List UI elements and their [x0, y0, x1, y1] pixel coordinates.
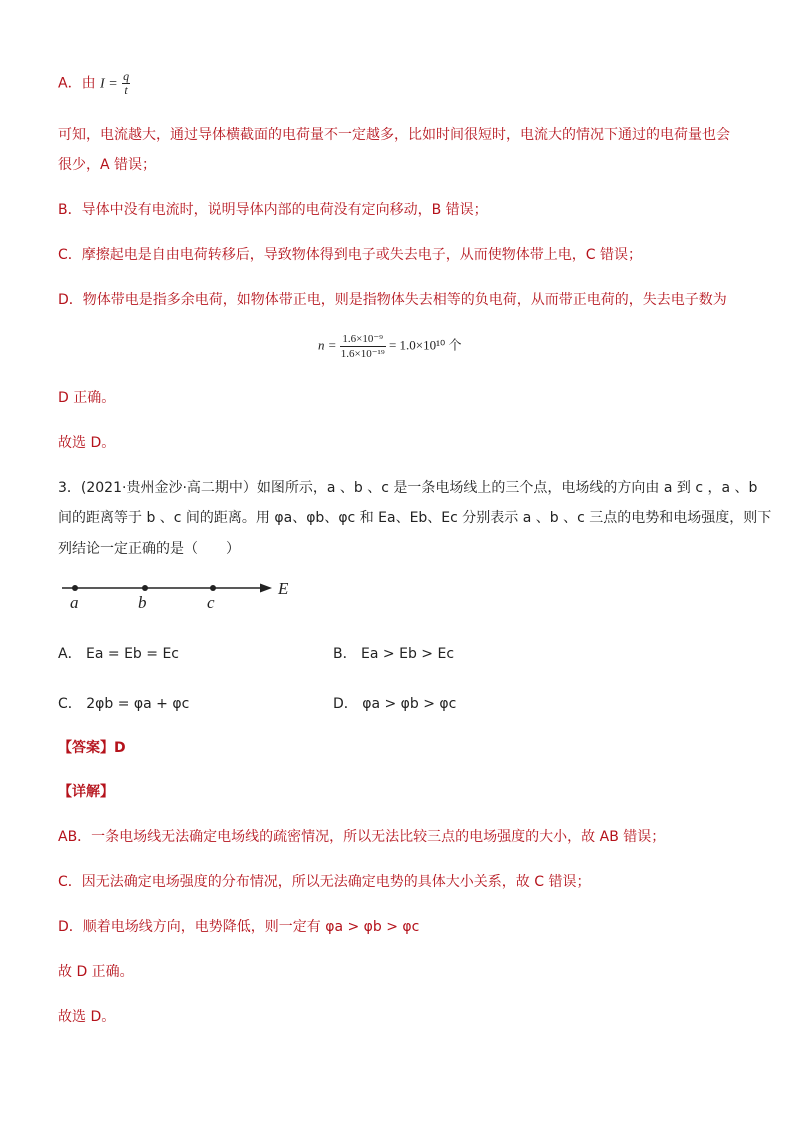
field-line-svg [60, 578, 300, 618]
detail-heading: 【详解】 [58, 784, 114, 800]
d-correct-text: D 正确。 [58, 390, 116, 406]
field-e-label: E [278, 579, 289, 598]
point-a-dot [72, 585, 78, 591]
option-c-explanation: C．摩擦起电是自由电荷转移后，导致物体得到电子或失去电子，从而使物体带上电，C 错误； [58, 247, 642, 263]
formula-denominator: t [124, 83, 128, 97]
field-arrow-icon [260, 584, 272, 593]
electron-count-equation [318, 332, 461, 361]
option-d: D． φa > φb > φc [333, 696, 457, 712]
option-a-explanation [58, 70, 130, 97]
question-3-line-3: 列结论一定正确的是（ ） [58, 541, 240, 557]
formula-lhs: I = [100, 76, 118, 92]
point-a-label: a [70, 593, 79, 612]
point-b-label: b [138, 593, 147, 612]
explanation-line-1: 可知，电流越大，通过导体横截面的电荷量不一定越多，比如时间很短时，电流大的情况下通过的电荷量也会 [58, 127, 730, 143]
point-c-label: c [207, 593, 215, 612]
detail-c: C．因无法确定电场强度的分布情况，所以无法确定电势的具体大小关系，故 C 错误； [58, 874, 591, 890]
electric-field-line-figure [60, 578, 300, 622]
option-b-explanation: B．导体中没有电流时，说明导体内部的电荷没有定向移动，B 错误； [58, 202, 488, 218]
point-c-dot [210, 585, 216, 591]
explanation-line-2: 很少，A 错误； [58, 157, 157, 173]
equation-numerator: 1.6×10⁻⁹ [340, 332, 386, 347]
detail-ab: AB．一条电场线无法确定电场线的疏密情况，所以无法比较三点的电场强度的大小，故 AB 错误； [58, 829, 666, 845]
detail-d: D．顺着电场线方向，电势降低，则一定有 φa > φb > φc [58, 919, 420, 935]
equation-fraction [340, 332, 386, 361]
formula-numerator: q [123, 69, 130, 83]
answer-label: 【答案】D [58, 740, 126, 756]
equation-rhs: = 1.0×10¹⁰ 个 [388, 337, 462, 353]
option-c: C． 2φb = φa + φc [58, 696, 190, 712]
question-3-line-2: 间的距离等于 b 、c 间的距离。用 φa、φb、φc 和 Ea、Eb、Ec 分别表示 a 、b 、c 三点的电势和电场强度，则下 [58, 510, 772, 526]
equation-lhs: n = [318, 337, 337, 353]
option-d-explanation: D．物体带电是指多余电荷，如物体带正电，则是指物体失去相等的负电荷，从而带正电荷的，失去电子数为 [58, 292, 727, 308]
detail-d-correct: 故 D 正确。 [58, 964, 134, 980]
equation-denominator: 1.6×10⁻¹⁹ [340, 348, 385, 360]
question-3-line-1: 3．(2021·贵州金沙·高二期中）如图所示，a 、b 、c 是一条电场线上的三个点，电场线的方向由 a 到 c ，a 、b [58, 480, 758, 496]
option-b: B． Ea > Eb > Ec [333, 646, 455, 662]
choose-d-text: 故选 D。 [58, 435, 116, 451]
option-a: A． Ea = Eb = Ec [58, 646, 179, 662]
point-b-dot [142, 585, 148, 591]
formula-fraction [122, 70, 130, 97]
detail-choose: 故选 D。 [58, 1009, 116, 1025]
option-a-prefix: A．由 [58, 75, 96, 92]
